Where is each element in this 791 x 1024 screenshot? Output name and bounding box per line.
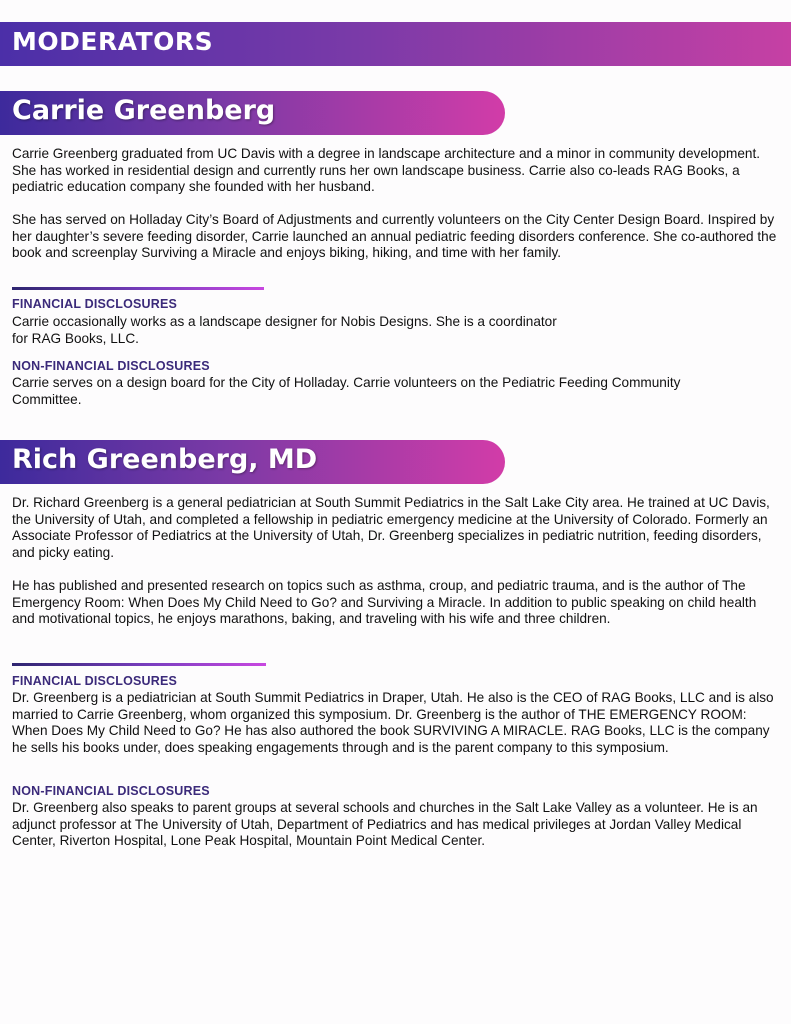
- financial-disclosures-text: Carrie occasionally works as a landscape designer for Nobis Designs. She is a coordinator for RAG Books, LLC.: [12, 314, 557, 346]
- nonfinancial-disclosures-heading: NON-FINANCIAL DISCLOSURES: [12, 784, 210, 798]
- section-divider: [12, 663, 266, 666]
- moderator-bio-paragraph: Dr. Richard Greenberg is a general pediatrician at South Summit Pediatrics in the Salt Lake City area. He trained at UC Davis, the University of Utah, and completed a fellowship in pediatric emergency medicine at the University of Colorado. Formerly an Associate Professor of Pediatrics at the University of Utah, Dr. Greenberg specializes in pediatric nutrition, feeding disorders, and picky eating.: [12, 495, 770, 560]
- page-title: MODERATORS: [12, 27, 214, 56]
- nonfinancial-disclosures-heading: NON-FINANCIAL DISCLOSURES: [12, 359, 210, 373]
- financial-disclosures-heading: FINANCIAL DISCLOSURES: [12, 674, 178, 688]
- moderator-bio-paragraph: He has published and presented research on topics such as asthma, croup, and pediatric trauma, and is the author of The Emergency Room: When Does My Child Need to Go? and Surviving a Miracle. In addition to public speaking on child health and motivational topics, he enjoys marathons, baking, and traveling with his wife and three children.: [12, 578, 757, 627]
- moderator-name-banner: [0, 91, 505, 135]
- nonfinancial-disclosures-text: Carrie serves on a design board for the City of Holladay. Carrie volunteers on the Pediatric Feeding Community Committee.: [12, 375, 681, 407]
- moderator-bio-paragraph: She has served on Holladay City’s Board of Adjustments and currently volunteers on the City Center Design Board. Inspired by her daughter’s severe feeding disorder, Carrie launched an annual pediatric feeding disorders conference. She co-authored the book and screenplay Surviving a Miracle and enjoys biking, hiking, and time with her family.: [12, 212, 777, 261]
- moderator-name-banner: [0, 440, 505, 484]
- financial-disclosures-text: Dr. Greenberg is a pediatrician at South Summit Pediatrics in Draper, Utah. He also is the CEO of RAG Books, LLC and is also married to Carrie Greenberg, whom organized this symposium. Dr. Greenberg is the author of THE EMERGENCY ROOM: When Does My Child Need to Go? He has also authored the book SURVIVING A MIRACLE. RAG Books, LLC is the company he sells his books under, does speaking engagements through and is the parent company to this symposium.: [12, 690, 774, 755]
- moderators-banner: [0, 22, 791, 66]
- section-divider: [12, 287, 264, 290]
- moderator-bio-paragraph: Carrie Greenberg graduated from UC Davis with a degree in landscape architecture and a minor in community development. She has worked in residential design and currently runs her own landscape business. Carrie also co-leads RAG Books, a pediatric education company she founded with her husband.: [12, 146, 761, 195]
- moderator-name: Rich Greenberg, MD: [12, 444, 318, 475]
- financial-disclosures-heading: FINANCIAL DISCLOSURES: [12, 297, 178, 311]
- nonfinancial-disclosures-text: Dr. Greenberg also speaks to parent groups at several schools and churches in the Salt Lake Valley as a volunteer. He is an adjunct professor at The University of Utah, Department of Pediatrics and has medical privileges at Jordan Valley Medical Center, Riverton Hospital, Lone Peak Hospital, Mountain Point Medical Center.: [12, 800, 758, 849]
- moderator-name: Carrie Greenberg: [12, 95, 276, 126]
